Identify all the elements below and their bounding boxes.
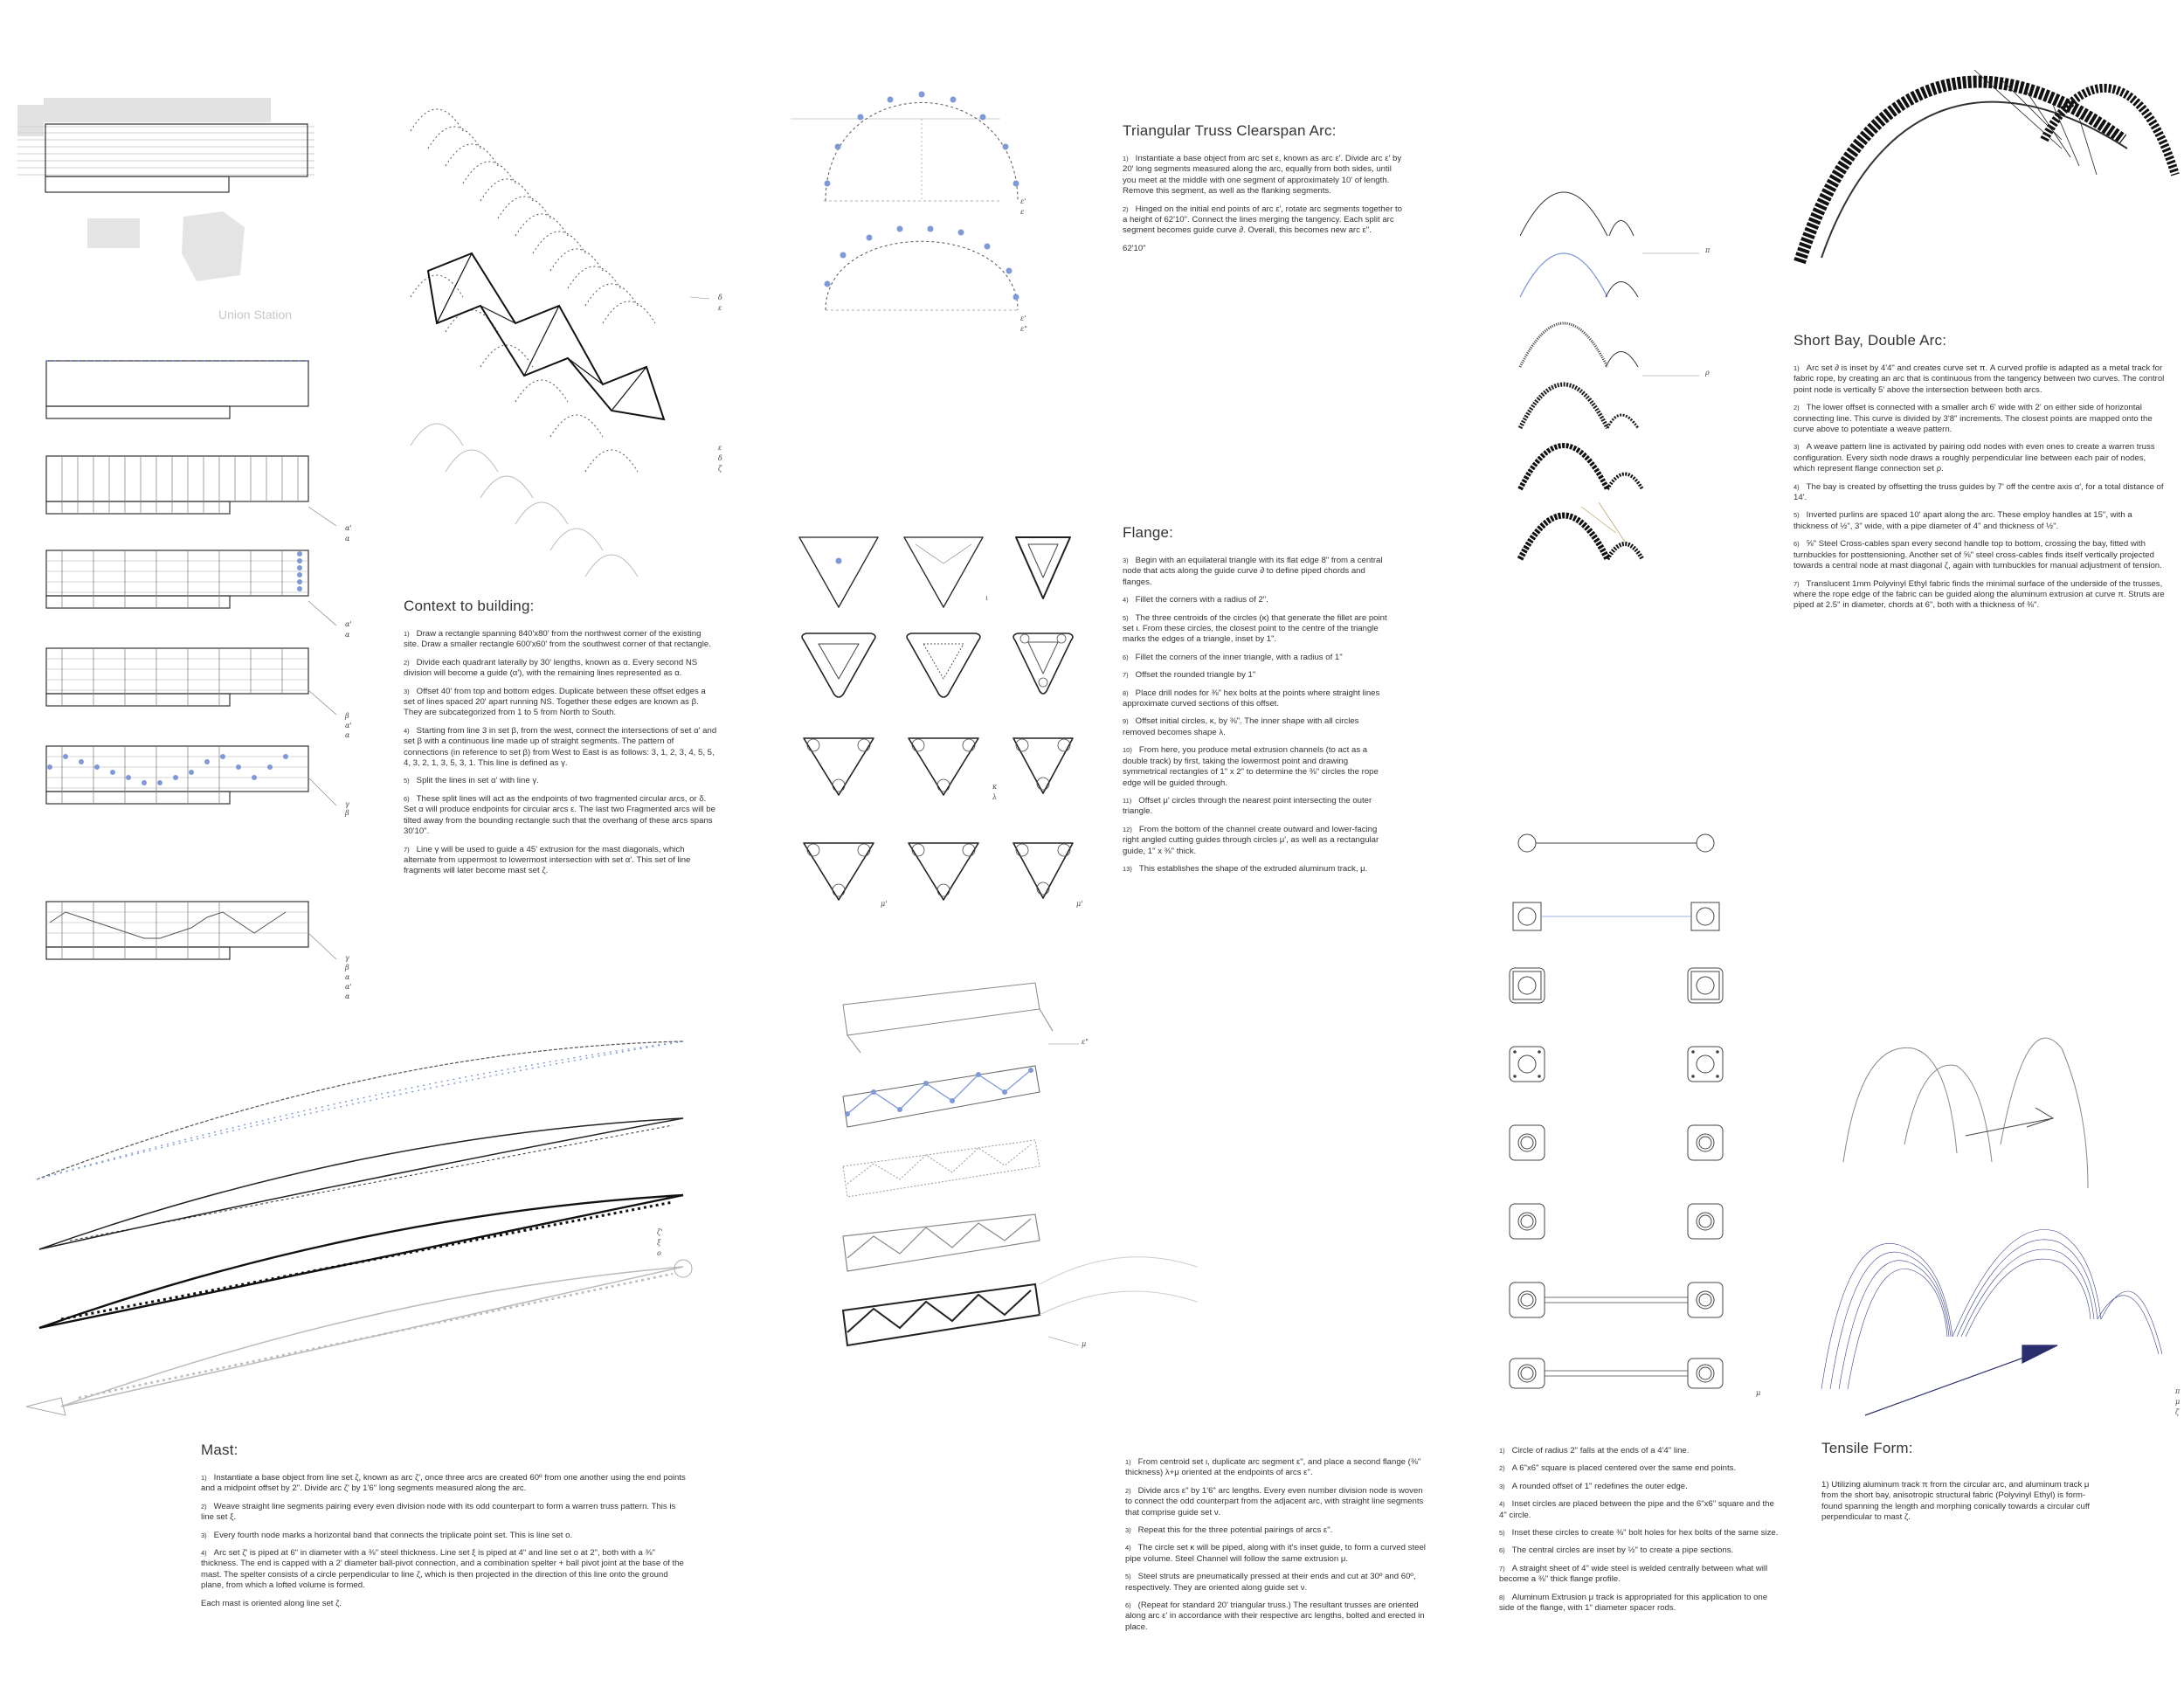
truss-arc-step: 2) Hinged on the initial end points of arc ε', rotate arc segments together to a height of 62'10". Connect the lines merging the tangency. Each split arc segment becomes guide curve ∂. Overall, this becomes new arc ε". [1123,204,1402,236]
truss-arc-step: 1) Instantiate a base object from arc set ε, known as arc ε'. Divide arc ε' by 20' long segments measured along the arc, equally from both sides, until you meet at the middle with one segment of approximately 10' of length. Remove this segment, as well as the flanking segments. [1123,154,1402,197]
label-gamma-2: γ [345,954,349,962]
context-step: 2) Divide each quadrant laterally by 30' lengths, known as α. Every second NS division will become a guide (α'), with the remaining lines represented as α. [404,657,698,679]
label-epsilon-prime-2: ε' [1020,315,1026,322]
site-label: Union Station [218,308,293,321]
tensile-panel [1821,1440,2092,1524]
label-rho: ρ [1705,369,1710,377]
short-bay-step: 7) Translucent 1mm Polyvinyl Ethyl fabric finds the minimal surface of the underside of the trusses, where the rope edge of the fabric can be guided along the aluminum extrusion at curve π. Struts are piped at 2.5" in diameter, chords at 6", both with a thickness of ⅜". [1794,578,2165,611]
short-bay-perspective [1782,44,2184,271]
context-step: 3) Offset 40' from top and bottom edges. Duplicate between these offset edges a set of lines spaced 20' apart running NS. Together these edges are known as β. They are subcategorized from 1 to 5 from North to South. [404,686,706,718]
label-mu-2: μ [1756,1389,1761,1397]
assembly-steps [1125,1457,1427,1633]
mast-heading: Mast: [201,1442,238,1458]
label-iota: ι [985,594,989,602]
short-bay-step: 3) A weave pattern line is activated by pairing odd nodes with even ones to create a warren truss configuration. Every sixth node draws a roughly perpendicular line between each pair of nodes, which represent flange connection set ρ. [1794,442,2155,474]
label-zeta-2: ζ [2175,1408,2180,1416]
flange-step: 13) This establishes the shape of the extruded aluminum track, μ. [1123,863,1368,874]
arc-set-drawing [402,96,716,585]
context-step: 5) Split the lines in set α' with line γ. [404,776,539,786]
context-step-3 [39,549,336,636]
mast-panel [201,1442,686,1608]
label-alpha-prime-3: α' [345,722,352,729]
short-bay-heading: Short Bay, Double Arc: [1794,332,1947,349]
flange-step: 8) Place drill nodes for ⅜" hex bolts at the points where straight lines approximate curved sections of this offset. [1123,688,1380,709]
truss-arc-steps [1123,154,1402,237]
purlin-steps [1499,1446,1779,1614]
label-delta-1: δ [718,294,722,301]
mast-drawing [26,1031,716,1415]
short-bay-step: 1) Arc set ∂ is inset by 4'4" and creates curve set π. A curved profile is adapted as a metal track for fabric rope, by creating an arc that is continuous from the tangency between two curves. The control point node is vertically 5' above the intersection between both arcs. [1794,363,2165,395]
label-epsilon-prime-1: ε' [1020,197,1026,205]
mast-step: 3) Every fourth node marks a horizontal band that connects the triplicate point set. This is line set ο. [201,1530,573,1540]
purlin-step: 1) Circle of radius 2" falls at the ends of a 4'4" line. [1499,1446,1690,1455]
flange-steps [1123,556,1389,875]
short-bay-step: 6) ⅝" Steel Cross-cables span every second handle top to bottom, crossing the bay, fitted with turnbuckles for posttensioning. Another set of ⅝" steel cross-cables finds itself vertically projected towards a central node at mast diagonal ζ, again with turnbuckles for manual adjustment of tension. [1794,539,2162,571]
flange-step: 10) From here, you produce metal extrusion channels (to act as a double track) by first, taking the lowermost point and drawing symmetrical rectangles of 1" x 2" to determine the ⅜" circles the rope edge will be guided through. [1123,745,1379,788]
label-alpha-5: α [345,992,350,1000]
mast-note: Each mast is oriented along line set ζ. [201,1598,342,1608]
tensile-wire [1826,1022,2123,1197]
flange-step: 7) Offset the rounded triangle by 1" [1123,670,1256,681]
purlin-step: 5) Inset these circles to create ⅜" bolt holes for hex bolts of the same size. [1499,1528,1779,1538]
short-bay-step: 5) Inverted purlins are spaced 10' apart along the arc. These employ handles at 15", with a thickness of ½", 3" wide, with a pipe diameter of 4" and thickness of ½". [1794,510,2132,531]
label-epsilon-dprime-1: ε" [1020,325,1027,333]
label-mu-3: μ [2175,1398,2181,1406]
purlin-step: 7) A straight sheet of 4" wide steel is welded centrally between what will become a ⅜" thick flange profile. [1499,1563,1768,1585]
mast-steps [201,1473,686,1592]
assembly-step: 3) Repeat this for the three potential pairings of arcs ε". [1125,1525,1333,1536]
label-omicron: ο [657,1249,661,1257]
label-alpha-prime-4: α' [345,983,352,991]
label-alpha-2: α [345,631,350,639]
context-step-1 [39,354,319,415]
flange-step: 11) Offset μ' circles through the nearest point intersecting the outer triangle. [1123,795,1372,817]
assembly-step: 6) (Repeat for standard 20' triangular truss.) The resultant trusses are oriented along arc ε' in accordance with their respective arc lengths, bolted and erected in place. [1125,1601,1425,1632]
context-step: 1) Draw a rectangle spanning 840'x80' from the northwest corner of the existing site. Draw a smaller rectangle 600'x60' from the southwest corner of that rectangle. [404,629,711,650]
purlin-step: 4) Inset circles are placed between the pipe and the 6"x6" square and the 4" circle. [1499,1499,1774,1520]
mast-step: 4) Arc set ζ' is piped at 6" in diameter with a ⅜" steel thickness. Line set ξ is piped at 4" and line set ο at 2", both with a ⅜" thickness. The end is capped with a 2' diameter ball-pivot connection, and a combination spelter + ball pivot joint at the base of the mast. The spelter consists of a circle perpendicular to line ζ, which is then projected in the direction of this line onto the ground plane, from which a lofted volume is formed. [201,1548,684,1591]
truss-assembly [830,970,1214,1398]
assembly-step: 5) Steel struts are pneumatically pressed at their ends and cut at 30º and 60º, respectively. They are oriented along guide set ν. [1125,1572,1416,1593]
site-plan [17,87,314,323]
label-kappa: κ [992,783,998,791]
context-step-6 [39,900,336,996]
flange-step: 9) Offset initial circles, κ, by ⅜". The inner shape with all circles removed becomes shape λ. [1123,716,1359,737]
truss-arc-panel [1123,122,1402,253]
purlin-step: 6) The central circles are inset by ½" to create a pipe sections. [1499,1545,1734,1556]
context-step: 4) Starting from line 3 in set β, from the west, connect the intersections of set α' and set β with a continuous line made up of straight segments. The pattern of connections (in reference to set β) from West to East is as follows: 3, 1, 2, 3, 4, 5, 5, 4, 3, 2, 1, 3, 5, 3, 1. This line is defined as γ. [404,725,717,769]
tensile-text: 1) Utilizing aluminum track π from the circular arc, and aluminum track μ from the short bay, anisotropic structural fabric (Polyvinyl Ethyl) is form-found spanning the length and morphing conically towards a circular cuff perpendicular to mast ζ. [1821,1480,2091,1523]
label-gamma-1: γ [345,800,349,808]
short-bay-panel [1794,332,2169,619]
context-steps [404,629,718,877]
label-delta-2: δ [718,454,722,462]
tensile-fabric [1813,1214,2180,1415]
label-mu-prime-1: μ' [881,900,888,908]
context-step: 6) These split lines will act as the endpoints of two fragmented circular arcs, or δ. Set α will produce endpoints for circular arcs ε. The last two Fragmented arcs will be tilted away from the bounding rectangle such that the overhang of these arcs spans 30'10". [404,793,715,837]
short-bay-step: 4) The bay is created by offsetting the truss guides by 7' off the centre axis α', for a total distance of 14'. [1794,481,2164,503]
assembly-step: 4) The circle set κ will be piped, along with it's inset guide, to form a curved steel pipe volume. Steel Channel will follow the same extrusion μ. [1125,1543,1426,1564]
label-pi-1: π [1705,246,1711,254]
flange-heading: Flange: [1123,524,1174,541]
context-panel [404,598,718,884]
purlin-step: 3) A rounded offset of 1" redefines the outer edge. [1499,1481,1688,1491]
label-beta-1: β [345,712,349,720]
label-pi-2: π [2175,1387,2181,1395]
assembly-step: 2) Divide arcs ε" by 1'6" arc lengths. Every even number division node is woven to connect the odd counterpart from the adjacent arc, with straight line segments that comprise guide set ν. [1125,1485,1424,1518]
site-plan-drawing [17,87,314,323]
label-beta-3: β [345,964,349,971]
flange-step: 3) Begin with an equilateral triangle with its flat edge 8" from a central node that acts along the guide curve ∂ to define piped chords and flanges. [1123,556,1383,587]
label-alpha-prime-2: α' [345,620,352,628]
label-xi: ξ [657,1239,661,1247]
context-step-5 [39,744,336,832]
purlin-step: 2) A 6"x6" square is placed centered over the same end points. [1499,1463,1737,1474]
short-bay-step: 2) The lower offset is connected with a smaller arch 6' wide with 2' on either side of horizontal connecting line. This curve is divided by 3'8" increments. The closest points are mapped onto the curve above to potentiate a weave pattern. [1794,403,2153,435]
flange-step: 12) From the bottom of the channel create outward and lower-facing right angled cutting guides through circles μ', as well as a rectangular guide, 1" x ⅜" thick. [1123,824,1379,856]
label-mu-prime-2: μ' [1076,900,1083,908]
label-epsilon-1: ε [718,304,722,312]
truss-arc-heading: Triangular Truss Clearspan Arc: [1123,122,1337,139]
label-mu-1: μ [1082,1340,1087,1348]
label-lambda: λ [992,793,998,801]
assembly-step: 1) From centroid set ι, duplicate arc segment ε", and place a second flange (⅜" thickness) λ+μ oriented at the endpoints of arcs ε". [1125,1457,1421,1478]
flange-grid [791,529,1079,913]
flange-step: 6) Fillet the corners of the inner triangle, with a radius of 1" [1123,652,1343,662]
mast-step: 2) Weave straight line segments pairing every even division node with its odd counterpart to form a warren truss pattern. This is line set ξ. [201,1501,676,1523]
label-alpha-prime-1: α' [345,524,352,532]
label-alpha-3: α [345,731,350,739]
purlin-detail [1503,821,1730,1389]
context-step-4 [39,646,336,734]
short-bay-arcs [1511,166,1712,603]
assembly-panel [1125,1457,1427,1640]
flange-step: 5) The three centroids of the circles (κ) that generate the fillet are point set ι. From these circles, the closest point to the centre of the triangle marks the edges of a triangle, inset by 1". [1123,612,1387,645]
label-epsilon-dprime-2: ε" [1082,1038,1089,1046]
label-epsilon-2: ε [718,444,722,452]
label-zeta-1: ζ [718,465,722,473]
flange-panel [1123,524,1389,882]
truss-arc-height: 62'10" [1123,243,1146,253]
purlin-panel [1499,1446,1779,1621]
truss-arc-drawing [791,87,1018,323]
context-heading: Context to building: [404,598,535,614]
purlin-step: 8) Aluminum Extrusion μ track is appropriated for this application to one side of the flange, with 1" diameter spacer rods. [1499,1592,1768,1614]
label-beta-2: β [345,809,349,817]
context-step-2 [39,454,336,533]
label-zeta-prime: ζ' [657,1228,663,1236]
label-epsilon-3: ε [1020,208,1025,216]
tensile-heading: Tensile Form: [1821,1440,1913,1456]
label-alpha-1: α [345,535,350,543]
flange-step: 4) Fillet the corners with a radius of 2". [1123,595,1268,605]
context-step: 7) Line γ will be used to guide a 45' extrusion for the mast diagonals, which alternate from uppermost to lowermost intersection with set α'. This set of line fragments will later become mast set ζ. [404,844,691,876]
mast-step: 1) Instantiate a base object from line set ζ, known as arc ζ', once three arcs are created 60º from one another using the end points and a midpoint offset by 2". Divide arc ζ' by 1'6" long segments measured along the arc. [201,1473,686,1494]
label-alpha-4: α [345,973,350,981]
short-bay-steps [1794,363,2169,612]
